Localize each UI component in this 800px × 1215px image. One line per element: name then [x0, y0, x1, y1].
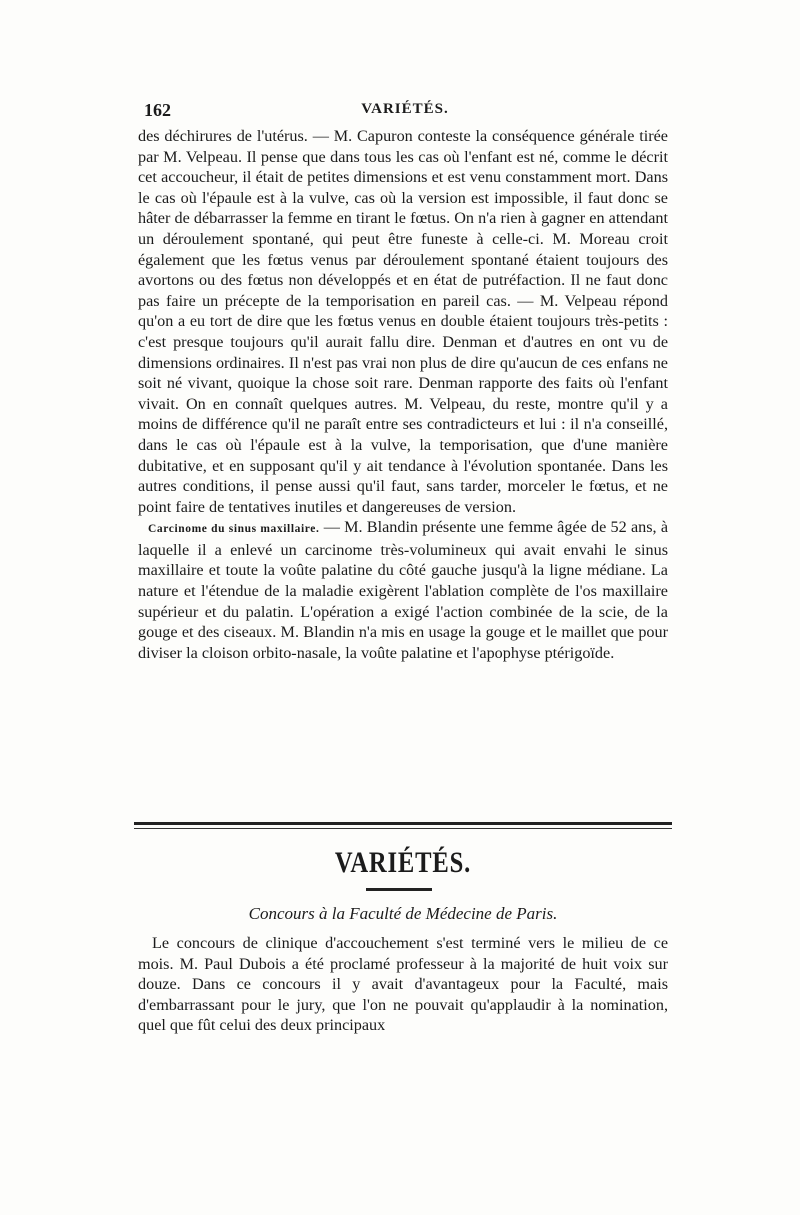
paragraph-heading: Carcinome du sinus maxillaire.	[148, 523, 320, 536]
paragraph-carcinome	[138, 517, 668, 663]
section-divider	[134, 822, 672, 829]
paragraph-concours: Le concours de clinique d'accouchement s'est terminé vers le milieu de ce mois. M. Paul Dubois a été proclamé professeur à la majorité de huit voix sur douze. Dans ce concours il y avait d'avantageux pour la Faculté, mais d'embarrassant pour le jury, que l'on ne pouvait qu'applaudir à la nomination, quel que fût celui des deux principaux	[138, 934, 668, 1035]
article-body	[138, 126, 668, 663]
section-title: VARIÉTÉS.	[334, 846, 472, 879]
title-underline	[366, 888, 432, 891]
paragraph-carcinome-text: — M. Blandin présente une femme âgée de 52 ans, à laquelle il a enlevé un carcinome très-volumineux qui avait envahi le sinus maxillaire et toute la voûte palatine du côté gauche jusqu'à la ligne médiane. La nature et l'étendue de la maladie exigèrent l'ablation complète de l'os maxillaire supérieur et du palatin. L'opération a exigé l'action combinée de la scie, de la gouge et des ciseaux. M. Blandin n'a mis en usage la gouge et le maillet que pour diviser la cloison orbito-nasale, la voûte palatine et l'apophyse ptérigoïde.	[138, 518, 669, 662]
running-title: VARIÉTÉS.	[361, 101, 449, 117]
divider-thick-rule	[134, 822, 672, 825]
divider-thin-rule	[134, 828, 672, 829]
section-body	[138, 933, 668, 1036]
page-header	[144, 100, 666, 124]
section-subtitle: Concours à la Faculté de Médecine de Paris.	[248, 904, 558, 923]
paragraph-velpeau-debate: des déchirures de l'utérus. — M. Capuron conteste la conséquence générale tirée par M. Velpeau. Il pense que dans tous les cas où l'enfant est né, comme le décrit cet accoucheur, il était de petites dimensions et est venu constamment mort. Dans le cas où l'épaule est à la vulve, cas où la version est impossible, il faut donc se hâter de débarrasser la femme en tirant le fœtus. On n'a rien à gagner en attendant un déroulement spontané, qui peut être funeste à celle-ci. M. Moreau croit également que les fœtus venus par déroulement spontané étaient toujours des avortons ou des fœtus non développés et en état de putréfaction. Il ne faut donc pas faire un précepte de la temporisation en pareil cas. — M. Velpeau répond qu'on a eu tort de dire que les fœtus venus en double étaient toujours très-petits : c'est presque toujours qu'il aurait fallu dire. Denman et d'autres en ont vu de dimensions ordinaires. Il n'est pas vrai non plus de dire qu'aucun de ces enfans ne soit né vivant, quoique la chose soit rare. Denman rapporte des faits où l'enfant vivait. On en connaît quelques autres. M. Velpeau, du reste, montre qu'il y a moins de différence qu'il ne paraît entre ses contradicteurs et lui : il n'a conseillé, dans le cas où l'épaule est à la vulve, la temporisation, que d'une manière dubitative, et en supposant qu'il y ait tendance à l'évolution spontanée. Dans les autres conditions, il pense aussi qu'il faut, sans tarder, morceler le fœtus, et ne point faire de tentatives inutiles et dangereuses de version.	[138, 127, 668, 516]
page-number: 162	[144, 100, 171, 120]
